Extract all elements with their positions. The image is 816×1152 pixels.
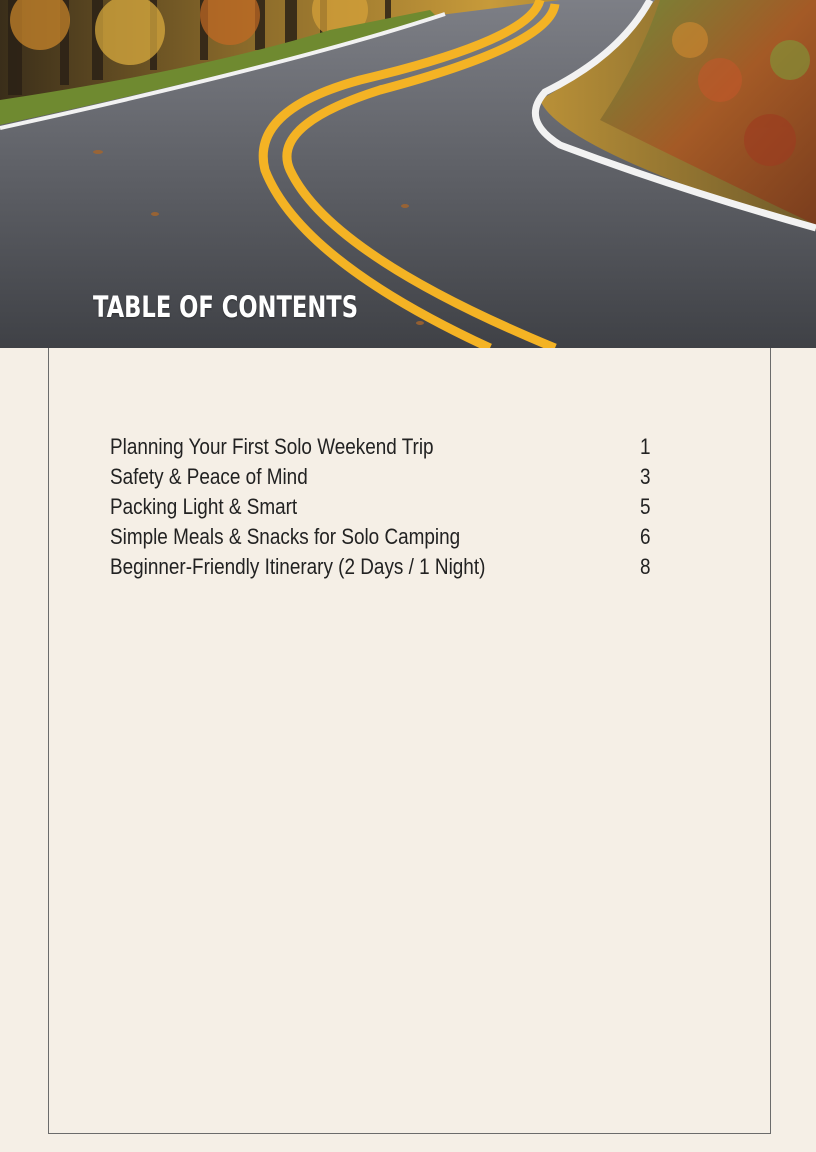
toc-entry-title: Safety & Peace of Mind <box>110 464 308 489</box>
toc-entry-title: Planning Your First Solo Weekend Trip <box>110 434 434 459</box>
table-of-contents <box>110 432 670 582</box>
toc-entry-title: Packing Light & Smart <box>110 494 298 519</box>
toc-entry-page-number: 1 <box>640 434 651 459</box>
toc-entry[interactable] <box>110 462 670 492</box>
toc-entry-title: Beginner-Friendly Itinerary (2 Days / 1 Night) <box>110 554 486 579</box>
toc-entry[interactable] <box>110 522 670 552</box>
toc-entry[interactable] <box>110 432 670 462</box>
toc-entry-page-number: 5 <box>640 494 651 519</box>
toc-entry-page-number: 8 <box>640 554 651 579</box>
toc-entry-title: Simple Meals & Snacks for Solo Camping <box>110 524 461 549</box>
toc-entry[interactable] <box>110 552 670 582</box>
toc-entry-page-number: 3 <box>640 464 651 489</box>
toc-entry-page-number: 6 <box>640 524 651 549</box>
toc-entry[interactable] <box>110 492 670 522</box>
page-title: TABLE OF CONTENTS <box>93 290 359 324</box>
header-photo <box>0 0 816 348</box>
